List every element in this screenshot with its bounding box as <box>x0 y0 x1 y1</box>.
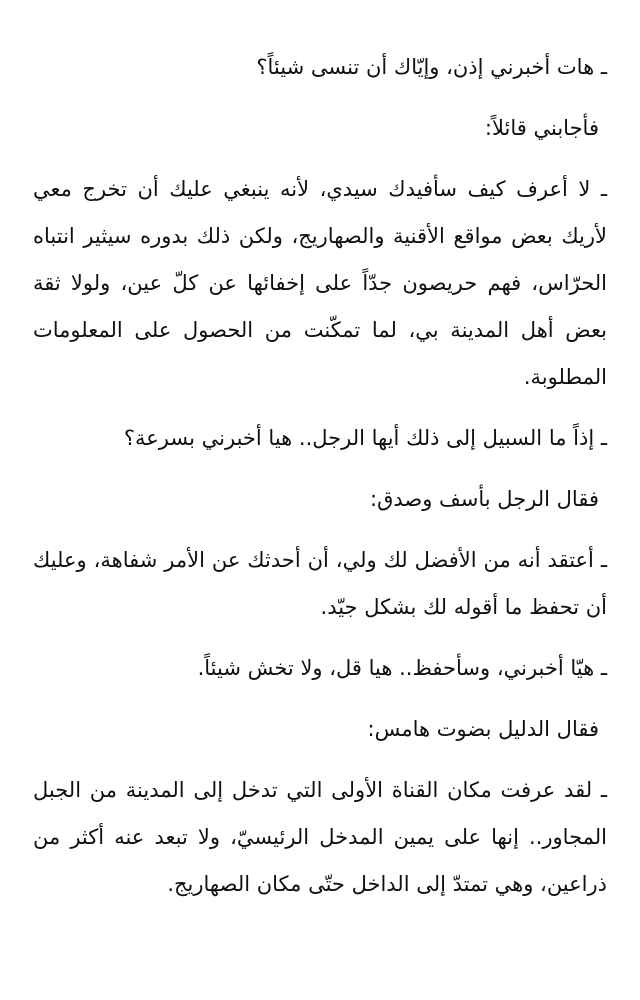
dialogue-paragraph-2: ـ لا أعرف كيف سأفيدك سيدي، لأنه ينبغي عليك أن تخرج معي لأريك بعض مواقع الأقنية والصهاريج، ولكن ذلك بدوره سيثير انتباه الحرّاس، فهم حريصون جدّاً على إخفائها عن كلّ عين، ولولا ثقة بعض أهل المدينة بي، لما تمكّنت من الحصول على المعلومات المطلوبة. <box>33 177 607 389</box>
narration-paragraph-1: فأجابني قائلاً: <box>484 116 599 140</box>
narration-paragraph-3: فقال الدليل بضوت هامس: <box>367 717 599 741</box>
dialogue-paragraph-1: ـ هات أخبرني إذن، وإيّاك أن تنسى شيئاً؟ <box>256 55 607 79</box>
book-page <box>33 44 607 922</box>
dialogue-paragraph-4: ـ أعتقد أنه من الأفضل لك ولي، أن أحدثك عن الأمر شفاهة، وعليك أن تحفظ ما أقوله لك بشكل جيّد. <box>33 548 607 619</box>
dialogue-paragraph-6: ـ لقد عرفت مكان القناة الأولى التي تدخل إلى المدينة من الجبل المجاور.. إنها على يمين المدخل الرئيسيّ، ولا تبعد عنه أكثر من ذراعين، وهي تمتدّ إلى الداخل حتّى مكان الصهاريج. <box>33 778 607 896</box>
dialogue-paragraph-5: ـ هيّا أخبرني، وسأحفظ.. هيا قل، ولا تخش شيئاً. <box>197 656 607 680</box>
narration-paragraph-2: فقال الرجل بأسف وصدق: <box>370 487 599 511</box>
dialogue-paragraph-3: ـ إذاً ما السبيل إلى ذلك أيها الرجل.. هيا أخبرني بسرعة؟ <box>123 426 607 450</box>
